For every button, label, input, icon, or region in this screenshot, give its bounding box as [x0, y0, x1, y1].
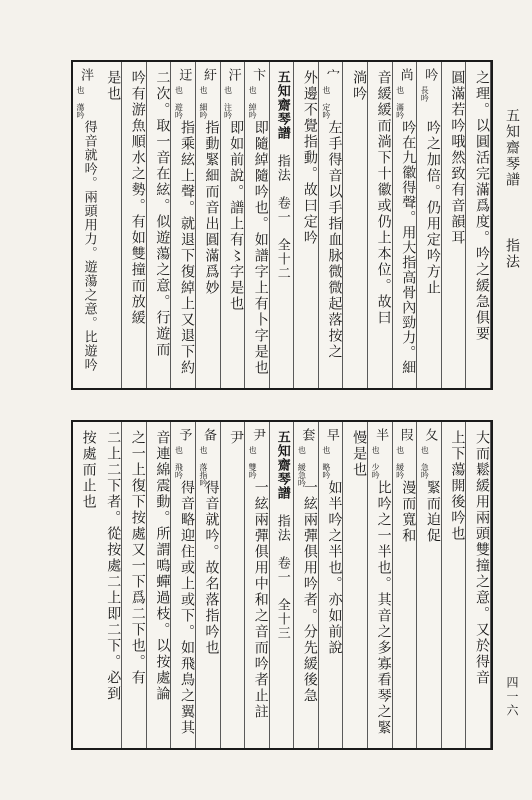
top-page-column	[466, 62, 491, 388]
term-note: 也 緩吟	[395, 446, 405, 479]
bottom-page-column	[270, 422, 295, 748]
term-symbol: 备	[200, 428, 216, 443]
term-note: 也 遊吟	[174, 86, 184, 119]
bottom-page-column	[196, 422, 221, 748]
term-symbol: 泮	[78, 68, 94, 83]
column-text: 尹	[228, 430, 245, 446]
term-note: 也 定吟	[321, 86, 331, 119]
bottom-page-column	[343, 422, 368, 748]
column-text: 二次。取一音在絃。似遊蕩之意。行遊而	[154, 70, 171, 358]
top-page-column	[245, 62, 270, 388]
column-text: 漫而寬和	[400, 480, 417, 544]
term-symbol: 尚	[397, 68, 413, 83]
bottom-page-column	[122, 422, 147, 748]
top-page-column	[196, 62, 221, 388]
term-symbol: 早	[323, 428, 339, 443]
top-page-column	[98, 62, 123, 388]
column-text: 大而鬆緩用兩頭雙撞之意。又於得音	[474, 430, 490, 686]
term-symbol: 夂	[422, 428, 438, 443]
top-page-column	[393, 62, 418, 388]
column-text: 指乘絃上聲。就退下復綽上又退下約	[178, 120, 195, 376]
column-text: 慢是也	[351, 430, 368, 478]
term-symbol: 卞	[250, 68, 266, 83]
column-text: 左手得音以手指血脉微微起落按之	[326, 120, 343, 360]
bottom-page-column	[171, 422, 196, 748]
column-text: 音連綿震動。所謂鳴蟬過枝。以按處論	[154, 430, 171, 702]
column-text: 即如前說。譜上有〻字是也	[228, 120, 245, 312]
term-note: 也 少吟	[371, 446, 381, 479]
bottom-page-column	[294, 422, 319, 748]
term-note: 也 蕩吟	[76, 86, 86, 119]
term-note: 長吟	[420, 86, 430, 102]
top-page-column	[343, 62, 368, 388]
term-symbol: 予	[176, 428, 192, 443]
bottom-page-column	[98, 422, 123, 748]
bottom-page-frame	[71, 420, 493, 750]
column-text: 比吟之一半也。其音之多寡看琴之緊	[375, 480, 392, 736]
term-symbol: 迂	[176, 68, 192, 83]
column-text: 之理。以圓活完滿爲度。吟之緩急俱要	[474, 70, 490, 342]
bottom-page-column	[368, 422, 393, 748]
term-note: 也 緩急吟	[297, 446, 307, 487]
column-text: 吟之加倍。仍用定吟方止	[424, 120, 441, 296]
bottom-page-column	[466, 422, 491, 748]
column-text: 得音就吟。故名落指吟也	[203, 480, 220, 656]
bottom-page-column	[221, 422, 246, 748]
top-page-column	[442, 62, 467, 388]
column-text: 是也	[105, 70, 122, 102]
top-page-column	[417, 62, 442, 388]
term-note: 也 飛吟	[174, 446, 184, 479]
column-text: 圓滿若吟哦然致有音韻耳	[449, 70, 466, 246]
top-page-column	[122, 62, 147, 388]
running-title: 五知齋琴譜	[274, 70, 290, 140]
book-title-margin	[502, 108, 522, 270]
column-text: 指動緊細而音出圓滿爲妙	[203, 120, 220, 296]
section-label: 指法	[504, 238, 520, 270]
bottom-page-column	[147, 422, 172, 748]
term-symbol: 叚	[397, 428, 413, 443]
term-symbol: 半	[373, 428, 389, 443]
top-page-column	[171, 62, 196, 388]
top-page-column	[368, 62, 393, 388]
column-text: 得音略迎住或上或下。如飛鳥之翼其	[178, 480, 195, 736]
bottom-page-column	[73, 422, 98, 748]
term-note: 也 細吟	[198, 86, 208, 119]
column-text: 吟在九徽得聲。用大指高骨內勁力。細	[400, 120, 417, 375]
column-text: 淌吟	[351, 70, 368, 102]
term-symbol: 汗	[225, 68, 241, 83]
column-text: 得音就吟。兩頭用力。遊蕩之意。比遊吟	[81, 120, 97, 372]
term-note: 也 雙吟	[248, 446, 258, 479]
column-text: 按處而止也	[80, 430, 97, 510]
top-page-column	[294, 62, 319, 388]
bottom-page-column	[319, 422, 344, 748]
column-text: 一絃兩彈俱用中和之音而吟者止註	[252, 480, 269, 720]
running-subtitle: 指法 卷一 全十二	[274, 140, 290, 280]
column-text: 即隨綽隨吟也。如譜字上有卜字是也	[252, 120, 269, 376]
column-text: 音緩緩而淌下十徽或仍上本位。故曰	[375, 70, 392, 326]
term-symbol: 宀	[323, 68, 339, 83]
column-text: 上下蕩開後吟也	[449, 430, 466, 542]
term-symbol: 套	[299, 428, 315, 443]
top-page-column	[73, 62, 98, 388]
top-page-column	[270, 62, 295, 388]
running-subtitle: 指法 卷一 全十三	[274, 500, 290, 640]
term-note: 也 綽吟	[248, 86, 258, 119]
term-note: 也 滿吟	[395, 86, 405, 119]
top-page-column	[147, 62, 172, 388]
column-text: 如半吟之半也。亦如前說	[326, 480, 343, 656]
term-note: 也 急吟	[420, 446, 430, 479]
column-text: 二上二下者。從按處二上即二下。必到	[105, 430, 122, 702]
column-text: 緊而迫促	[424, 480, 441, 544]
term-note: 也 略吟	[321, 446, 331, 479]
top-page-column	[319, 62, 344, 388]
page-number: 四一六	[505, 676, 519, 718]
top-page-frame	[71, 60, 493, 390]
column-text: 之一上復下按處又一下爲二下也。有	[129, 430, 146, 686]
bottom-page-column	[417, 422, 442, 748]
term-symbol: 紆	[200, 68, 216, 83]
bottom-page-column	[245, 422, 270, 748]
column-text: 一絃兩彈俱用吟者。分先緩後急	[301, 480, 318, 704]
column-text: 吟有游魚順水之勢。有如雙撞而放緩	[129, 70, 146, 326]
book-title: 五知齋琴譜	[504, 108, 520, 188]
term-note: 也 注吟	[223, 86, 233, 119]
top-page-column	[221, 62, 246, 388]
bottom-page-column	[442, 422, 467, 748]
term-symbol: 尹	[250, 428, 266, 443]
column-text: 外邊不覺指動。故曰定吟	[301, 70, 318, 246]
running-title: 五知齋琴譜	[274, 430, 290, 500]
term-note: 也 落指吟	[198, 446, 208, 487]
bottom-page-column	[393, 422, 418, 748]
term-symbol: 吟	[422, 68, 438, 83]
